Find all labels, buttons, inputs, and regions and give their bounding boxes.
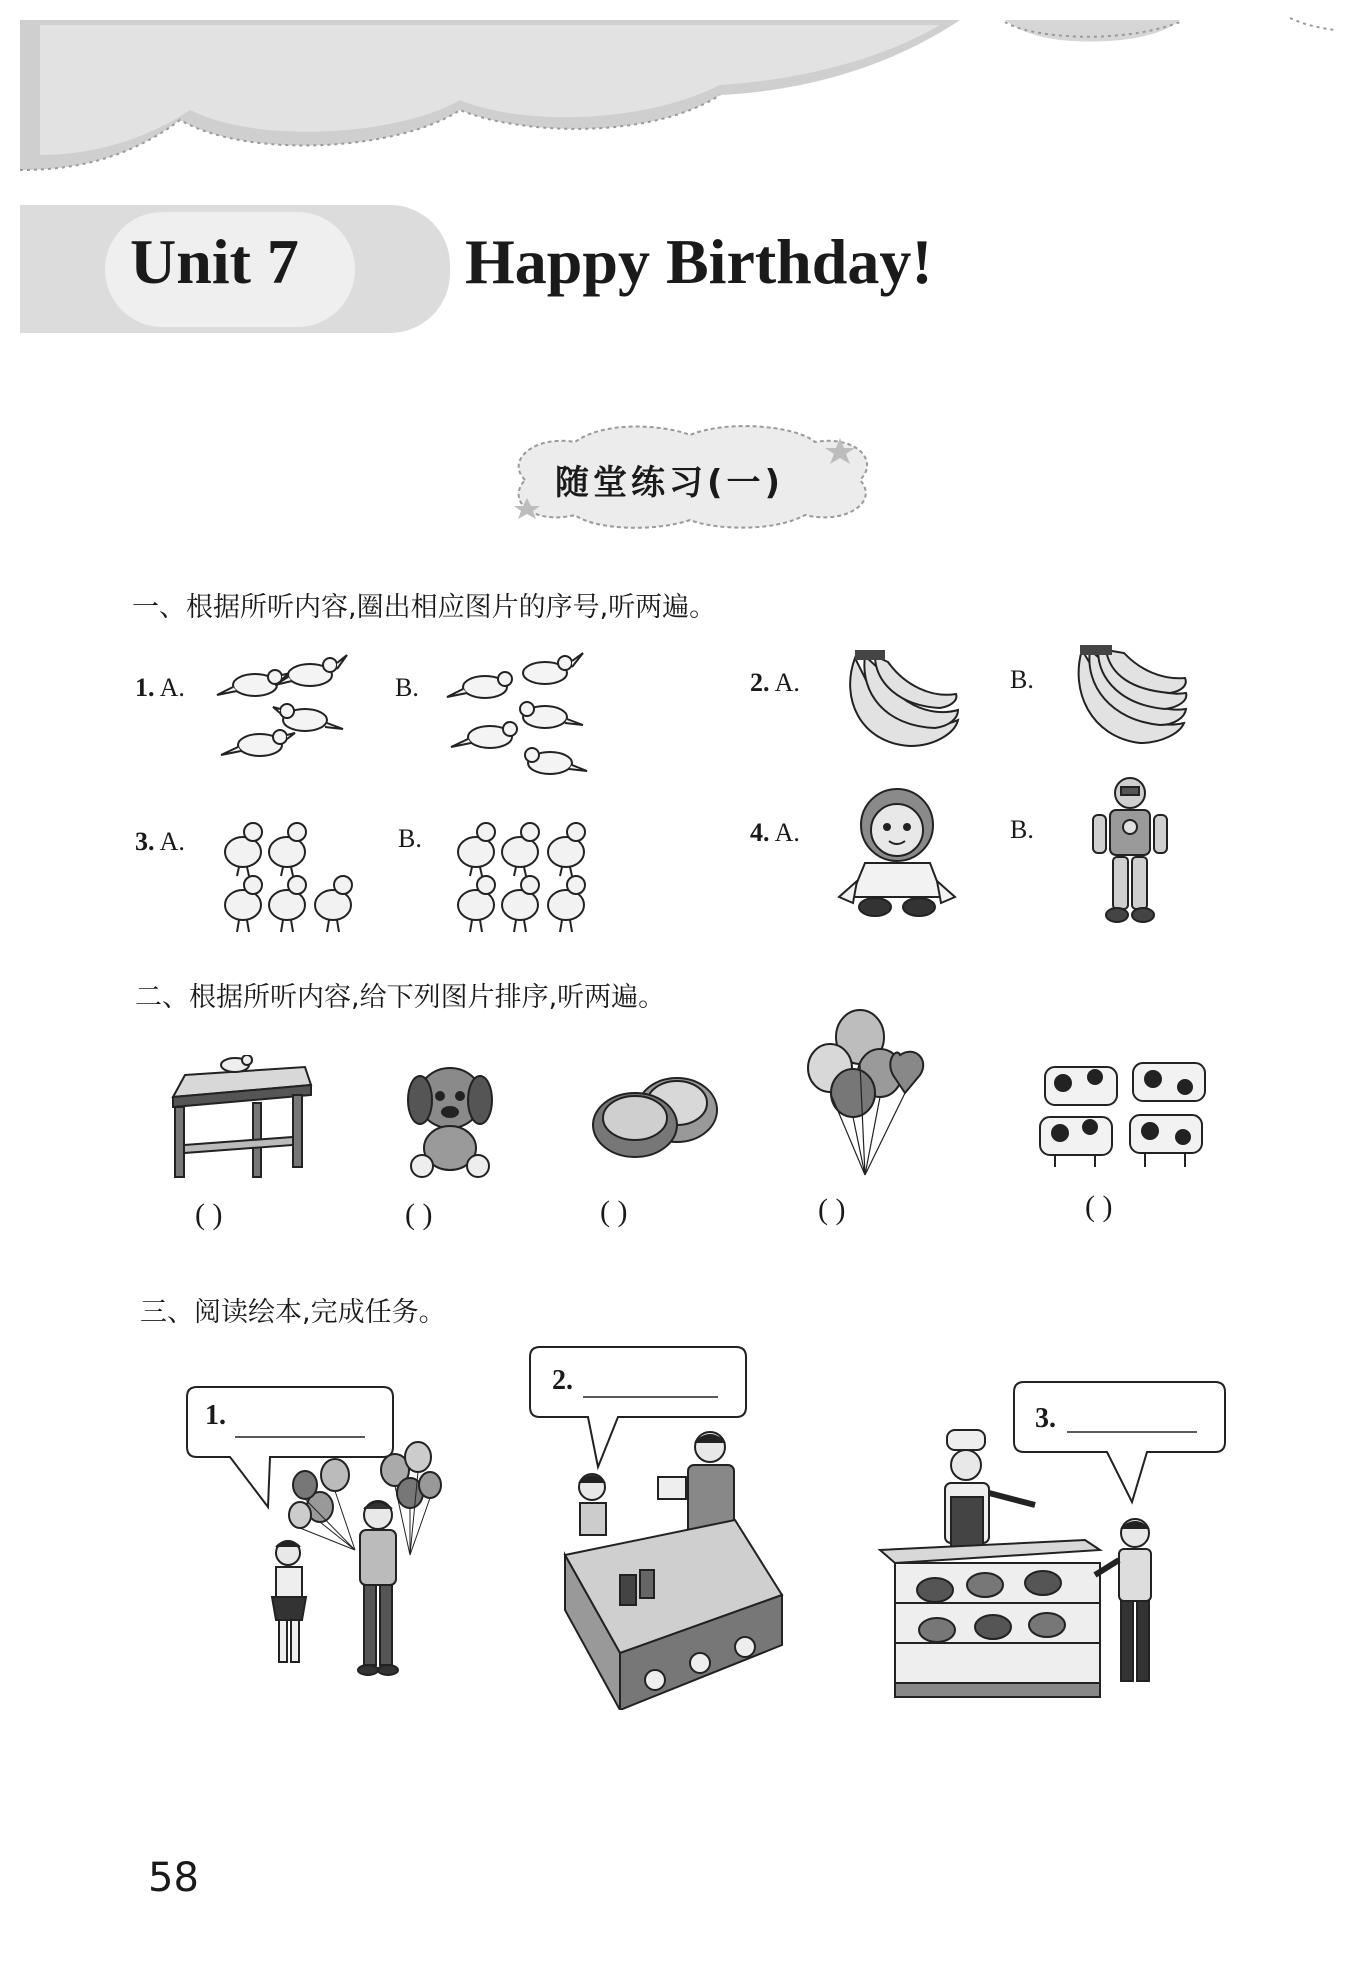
girl-and-balloon-seller-scene (260, 1435, 485, 1710)
doll-icon[interactable] (835, 785, 960, 920)
robot-icon[interactable] (1085, 775, 1175, 925)
part2-heading: 二、根据所听内容,给下列图片排序,听两遍。 (135, 982, 666, 1013)
order-blank-2[interactable]: ( ) (405, 1198, 433, 1231)
five-chickens-icon[interactable] (215, 810, 360, 940)
cloud-banner (0, 0, 1350, 190)
bubble-2-answer-line[interactable] (582, 1380, 717, 1400)
table-with-bird-icon (165, 1055, 315, 1185)
part3-heading: 三、阅读绘本,完成任务。 (140, 1297, 446, 1328)
q4-option-b-label: B. (1010, 815, 1034, 844)
order-blank-5[interactable]: ( ) (1085, 1190, 1113, 1223)
order-blank-4[interactable]: ( ) (818, 1193, 846, 1226)
bubble-2-number: 2. (552, 1365, 573, 1396)
order-blank-3[interactable]: ( ) (600, 1195, 628, 1228)
order-blank-1[interactable]: ( ) (195, 1198, 223, 1231)
four-birds-icon[interactable] (215, 645, 360, 770)
q1-number: 1. A. (135, 673, 185, 702)
page-number: 58 (148, 1855, 199, 1901)
bubble-1-number: 1. (205, 1400, 226, 1431)
big-banana-bunch-icon[interactable] (1070, 645, 1190, 750)
q1-option-b-label: B. (395, 673, 419, 702)
egg-tarts-icon (585, 1065, 725, 1165)
five-birds-icon[interactable] (445, 645, 595, 795)
q3-number: 3. A. (135, 827, 185, 856)
q3-option-b-label: B. (398, 824, 422, 853)
unit-title: Happy Birthday! (465, 226, 933, 297)
girl-at-shop-counter-scene (560, 1425, 790, 1710)
cows-icon (1035, 1055, 1225, 1170)
part1-heading: 一、根据所听内容,圈出相应图片的序号,听两遍。 (132, 592, 717, 623)
q2-number: 2. A. (750, 668, 800, 697)
q2-option-b-label: B. (1010, 665, 1034, 694)
six-chickens-icon[interactable] (448, 810, 593, 940)
q4-number: 4. A. (750, 818, 800, 847)
boy-at-cake-shop-scene (875, 1425, 1175, 1705)
bubble-3-number: 3. (1035, 1403, 1056, 1434)
unit-label: Unit 7 (130, 226, 299, 297)
toy-dog-icon (400, 1060, 500, 1180)
small-banana-bunch-icon[interactable] (840, 648, 965, 753)
section-title: 随堂练习(一) (555, 463, 785, 503)
balloons-icon (805, 1005, 940, 1190)
